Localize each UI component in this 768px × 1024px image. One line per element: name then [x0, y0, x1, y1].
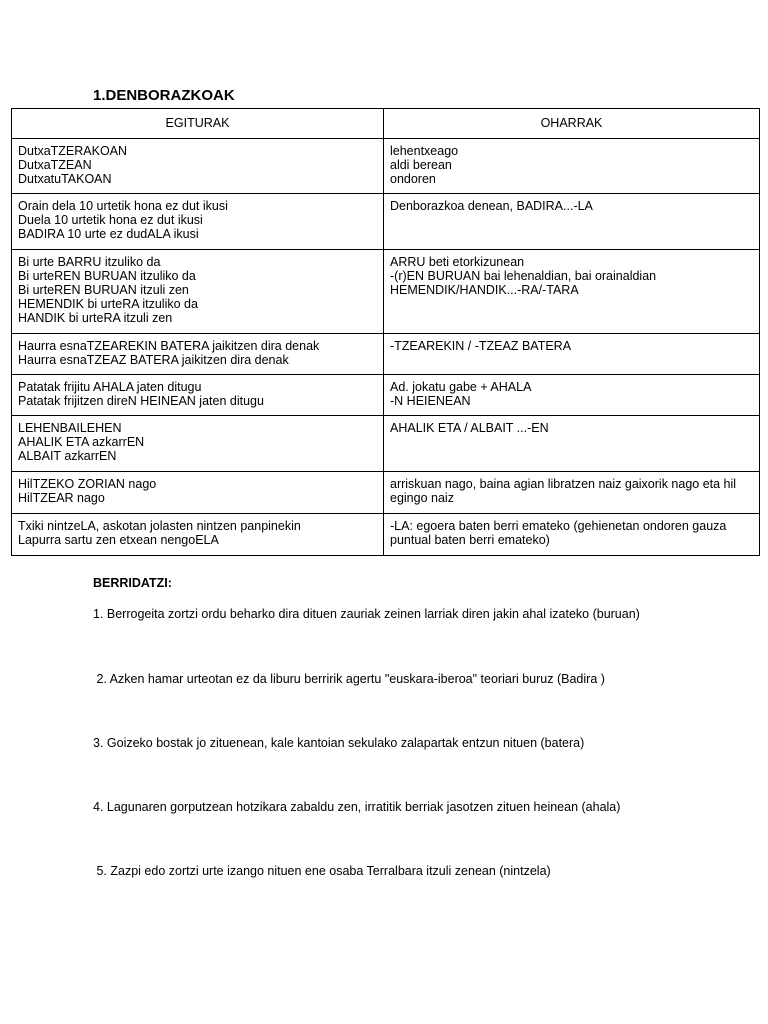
- table-cell-line: ALBAIT azkarrEN: [18, 449, 117, 463]
- egiturak-cell: [12, 194, 384, 250]
- egiturak-cell: [12, 416, 384, 472]
- table-header-row: [12, 109, 760, 139]
- exercise-item: 2. Azken hamar urteotan ez da liburu berririk agertu "euskara-iberoa" teoriari buruz (Badira ): [93, 672, 605, 686]
- exercise-item: 4. Lagunaren gorputzean hotzikara zabaldu zen, irratitik berriak jasotzen zituen heinean (ahala): [93, 800, 621, 814]
- table-cell-line: AHALIK ETA / ALBAIT ...-EN: [390, 421, 549, 435]
- table-cell-line: lehentxeago: [390, 144, 459, 158]
- table-cell-line: aldi berean: [390, 158, 452, 172]
- table-row: [12, 194, 760, 250]
- table-cell-line: HEMENDIK bi urteRA itzuliko da: [18, 297, 198, 311]
- table-cell-line: Bi urteREN BURUAN itzuliko da: [18, 269, 196, 283]
- table-row: [12, 250, 760, 334]
- table-cell-line: ondoren: [390, 172, 436, 186]
- table-cell-line: Duela 10 urtetik hona ez dut ikusi: [18, 213, 203, 227]
- egiturak-cell: [12, 334, 384, 375]
- table-cell-text: -LA: egoera baten berri emateko (gehienetan ondoren gauza puntual baten berri emateko): [390, 519, 727, 547]
- egiturak-cell: [12, 250, 384, 334]
- section-label: BERRIDATZI:: [93, 576, 172, 590]
- oharrak-cell: [384, 250, 760, 334]
- table-cell-line: Patatak frijitzen direN HEINEAN jaten ditugu: [18, 394, 264, 408]
- table-cell-line: HilTZEAR nago: [18, 491, 105, 505]
- table-cell-line: HANDIK bi urteRA itzuli zen: [18, 311, 173, 325]
- table-cell-line: -(r)EN BURUAN bai lehenaldian, bai orainaldian: [390, 269, 657, 283]
- egiturak-cell: [12, 472, 384, 514]
- oharrak-cell: [384, 334, 760, 375]
- table-cell-line: Patatak frijitu AHALA jaten ditugu: [18, 380, 202, 394]
- header-egiturak: EGITURAK: [12, 109, 384, 139]
- table-row: [12, 472, 760, 514]
- header-oharrak: OHARRAK: [384, 109, 760, 139]
- table-cell-line: Ad. jokatu gabe + AHALA: [390, 380, 532, 394]
- table-cell-line: HilTZEKO ZORIAN nago: [18, 477, 157, 491]
- table-cell-line: LEHENBAILEHEN: [18, 421, 122, 435]
- oharrak-cell: [384, 139, 760, 194]
- oharrak-cell: [384, 514, 760, 556]
- exercise-item: 1. Berrogeita zortzi ordu beharko dira dituen zauriak zeinen larriak diren jakin ahal izateko (buruan): [93, 607, 640, 621]
- oharrak-cell: [384, 194, 760, 250]
- oharrak-cell: [384, 472, 760, 514]
- table-cell-text: arriskuan nago, baina agian libratzen naiz gaixorik nago eta hil egingo naiz: [390, 477, 737, 505]
- table-row: [12, 375, 760, 416]
- table-cell-line: -TZEAREKIN / -TZEAZ BATERA: [390, 339, 572, 353]
- oharrak-cell: [384, 416, 760, 472]
- oharrak-cell: [384, 375, 760, 416]
- table-row: [12, 514, 760, 556]
- egiturak-cell: [12, 514, 384, 556]
- table-cell-line: AHALIK ETA azkarrEN: [18, 435, 145, 449]
- table-cell-line: BADIRA 10 urte ez dudALA ikusi: [18, 227, 199, 241]
- table-row: [12, 416, 760, 472]
- table-cell-line: HEMENDIK/HANDIK...-RA/-TARA: [390, 283, 579, 297]
- table-cell-line: Bi urteREN BURUAN itzuli zen: [18, 283, 189, 297]
- table-cell-line: DutxatuTAKOAN: [18, 172, 112, 186]
- exercise-item: 3. Goizeko bostak jo zituenean, kale kantoian sekulako zalapartak entzun nituen (batera): [93, 736, 585, 750]
- egiturak-cell: [12, 375, 384, 416]
- table-cell-line: -N HEIENEAN: [390, 394, 471, 408]
- table-cell-line: Haurra esnaTZEAZ BATERA jaikitzen dira denak: [18, 353, 289, 367]
- table-cell-line: Orain dela 10 urtetik hona ez dut ikusi: [18, 199, 228, 213]
- table-cell-line: Denborazkoa denean, BADIRA...-LA: [390, 199, 593, 213]
- table-cell-line: DutxaTZEAN: [18, 158, 92, 172]
- table-cell-line: Lapurra sartu zen etxean nengoELA: [18, 533, 219, 547]
- table-cell-line: Txiki nintzeLA, askotan jolasten nintzen panpinekin: [18, 519, 301, 533]
- page-title: 1.DENBORAZKOAK: [93, 87, 235, 104]
- structures-table: [11, 108, 760, 556]
- table-row: [12, 334, 760, 375]
- exercise-item: 5. Zazpi edo zortzi urte izango nituen ene osaba Terralbara itzuli zenean (nintzela): [93, 864, 551, 878]
- table-cell-line: Bi urte BARRU itzuliko da: [18, 255, 161, 269]
- table-cell-line: DutxaTZERAKOAN: [18, 144, 128, 158]
- egiturak-cell: [12, 139, 384, 194]
- table-cell-line: ARRU beti etorkizunean: [390, 255, 525, 269]
- table-cell-line: Haurra esnaTZEAREKIN BATERA jaikitzen dira denak: [18, 339, 320, 353]
- table-row: [12, 139, 760, 194]
